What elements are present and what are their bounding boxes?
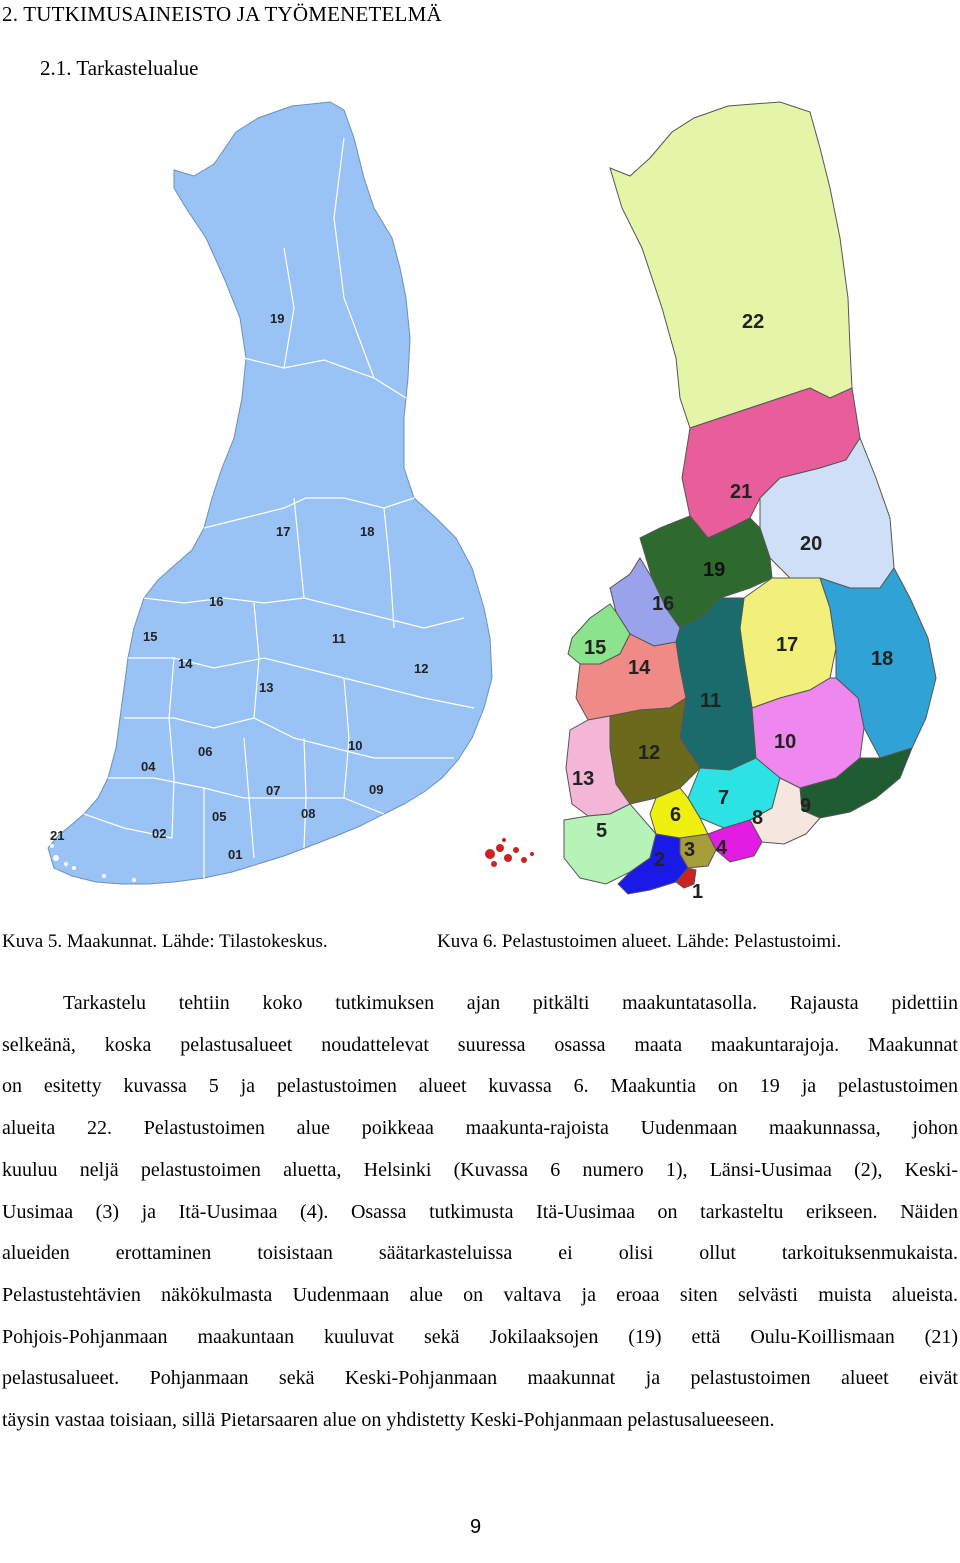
figure-caption-5: Kuva 5. Maakunnat. Lähde: Tilastokeskus. [2,931,328,952]
map-rescue-areas [480,98,950,898]
area-label-3: 3 [684,839,696,861]
finland-outline [48,102,492,884]
paragraph-line: kuuluu neljä pelastustoimen aluetta, Helsinki (Kuvassa 6 numero 1), Länsi-Uusimaa (2), Keski- [2,1158,958,1181]
paragraph-line: alueiden erottaminen toisistaan säätarkasteluissa ei olisi ollut tarkoituksenmukaista. [2,1242,958,1265]
area-label-2: 2 [654,849,666,871]
area-label-9: 9 [800,795,812,817]
region-label-18: 18 [360,524,375,539]
region-label-08: 08 [301,806,316,821]
area-label-4: 4 [716,837,728,859]
region-label-13: 13 [259,680,274,695]
region-label-19: 19 [270,311,285,326]
area-label-20: 20 [800,533,823,555]
region-label-10: 10 [348,738,363,753]
paragraph-line: Pelastustehtävien näkökulmasta Uudenmaan alue on valtava ja eroaa siten selvästi muista alueista. [2,1283,958,1306]
area-label-5: 5 [596,820,608,842]
paragraph-line: alueita 22. Pelastustoimen alue poikkeaa maakunta-rajoista Uudenmaan maakunnassa, johon [2,1117,958,1140]
area-label-12: 12 [638,742,661,764]
area-label-1: 1 [692,881,704,898]
area-label-15: 15 [584,637,607,659]
body-paragraph [2,983,958,1442]
region-label-17: 17 [276,524,291,539]
region-label-05: 05 [212,809,227,824]
area-label-22: 22 [742,311,765,333]
area-label-8: 8 [752,807,764,829]
page-number: 9 [470,1516,482,1538]
paragraph-line: pelastusalueet. Pohjanmaan sekä Keski-Pohjanmaan maakunnat ja pelastustoimen alueet eivät [2,1367,958,1390]
figure-caption-6: Kuva 6. Pelastustoimen alueet. Lähde: Pelastustoimi. [437,931,842,952]
area-label-10: 10 [774,731,797,753]
paragraph-line: selkeänä, koska pelastusalueet noudattelevat suuressa osassa maata maakuntarajoja. Maakunnat [2,1033,958,1056]
paragraph-line: Uusimaa (3) ja Itä-Uusimaa (4). Osassa tutkimusta Itä-Uusimaa on tarkasteltu erikseen. Näiden [2,1200,958,1223]
area-label-13: 13 [572,768,595,790]
area-label-11: 11 [700,690,722,712]
region-label-06: 06 [198,744,213,759]
region-label-14: 14 [178,656,193,671]
region-label-12: 12 [414,661,429,676]
area-label-19: 19 [703,559,726,581]
region-label-11: 11 [332,631,346,646]
area-label-17: 17 [776,634,799,656]
region-label-09: 09 [369,782,384,797]
region-label-16: 16 [209,594,224,609]
section-heading: 2. TUTKIMUSAINEISTO JA TYÖMENETELMÄ [2,2,442,26]
subsection-heading: 2.1. Tarkastelualue [40,56,199,80]
map-regions [44,98,504,888]
paragraph-line: on esitetty kuvassa 5 ja pelastustoimen alueet kuvassa 6. Maakuntia on 19 ja pelastustoimen [2,1075,958,1098]
area-label-18: 18 [871,648,894,670]
region-label-01: 01 [228,847,243,862]
region-label-07: 07 [266,783,281,798]
archipelago-red [485,838,534,867]
area-label-16: 16 [652,593,675,615]
area-22 [610,102,852,428]
area-label-7: 7 [718,787,730,809]
area-label-21: 21 [730,481,753,503]
region-label-15: 15 [143,629,158,644]
area-label-14: 14 [628,657,651,679]
region-label-21: 21 [50,828,65,843]
region-label-04: 04 [141,759,156,774]
region-label-02: 02 [152,826,167,841]
paragraph-line: Tarkastelu tehtiin koko tutkimuksen ajan pitkälti maakuntatasolla. Rajausta pidettiin [63,992,958,1014]
area-label-6: 6 [670,804,682,826]
map-regions-svg [44,98,504,888]
paragraph-line: Pohjois-Pohjanmaan maakuntaan kuuluvat sekä Jokilaaksojen (19) että Oulu-Koillismaan (21) [2,1325,958,1348]
paragraph-line: täysin vastaa toisiaan, sillä Pietarsaaren alue on yhdistetty Keski-Pohjanmaan pelastusalueeseen. [2,1409,775,1432]
map-rescue-areas-svg [480,98,950,898]
